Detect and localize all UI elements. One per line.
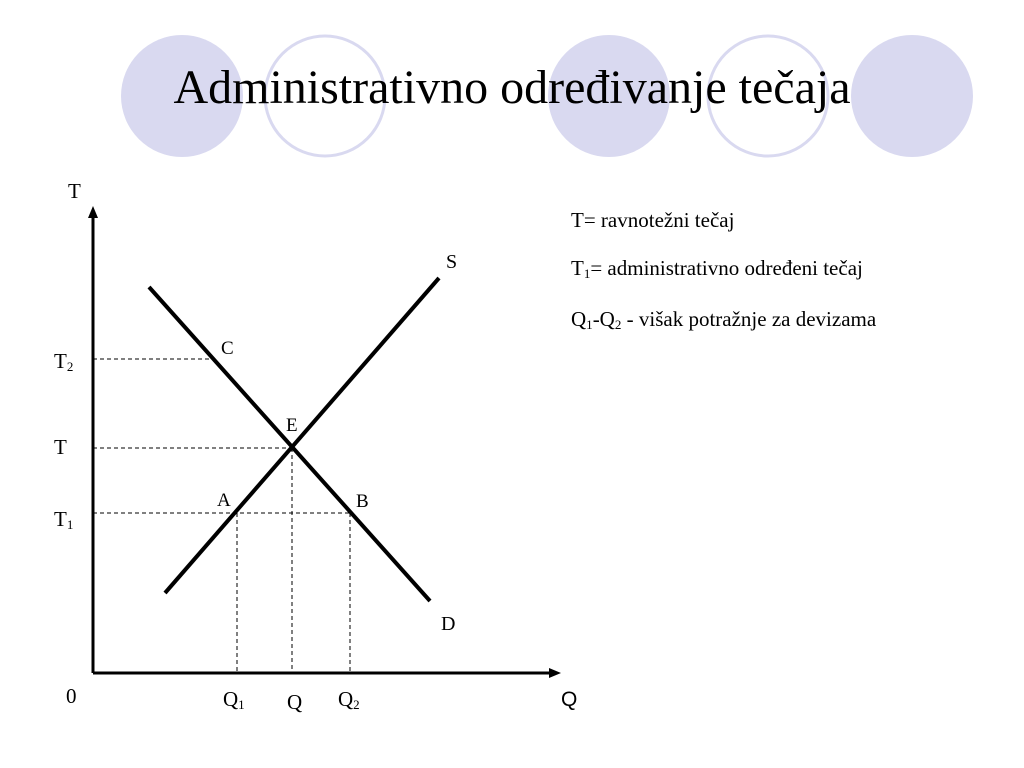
legend-line-3: $Q_1-Q_2$ - višak potražnje za devizama: [571, 307, 877, 333]
legend-line-2: $T_1=$ administrativno određeni tečaj: [571, 256, 863, 282]
supply-curve: [165, 278, 439, 593]
x-tick-q1: Q1: [223, 687, 245, 712]
x-axis-arrow: [549, 668, 561, 678]
demand-label: D: [441, 613, 456, 635]
supply-label: S: [446, 251, 458, 273]
guide-lines: [93, 359, 350, 673]
y-axis-label: T: [68, 179, 81, 203]
y-axis-arrow: [88, 206, 98, 218]
point-a-label: A: [217, 490, 231, 511]
page-title: Administrativno određivanje tečaja: [173, 61, 851, 114]
point-e-label: E: [286, 415, 298, 436]
legend-line-1: T= ravnotežni tečaj: [571, 208, 735, 232]
point-c-label: C: [221, 338, 234, 359]
y-tick-t: T: [54, 435, 67, 459]
origin-label: 0: [66, 684, 77, 708]
y-tick-t2: T2: [54, 349, 74, 374]
x-tick-q2: Q2: [338, 687, 360, 712]
x-tick-q: Q: [287, 690, 303, 714]
axes: [88, 206, 561, 678]
x-axis-label: Q: [561, 688, 578, 711]
y-tick-t1: T1: [54, 507, 74, 532]
legend: [571, 206, 876, 356]
point-b-label: B: [356, 491, 369, 512]
